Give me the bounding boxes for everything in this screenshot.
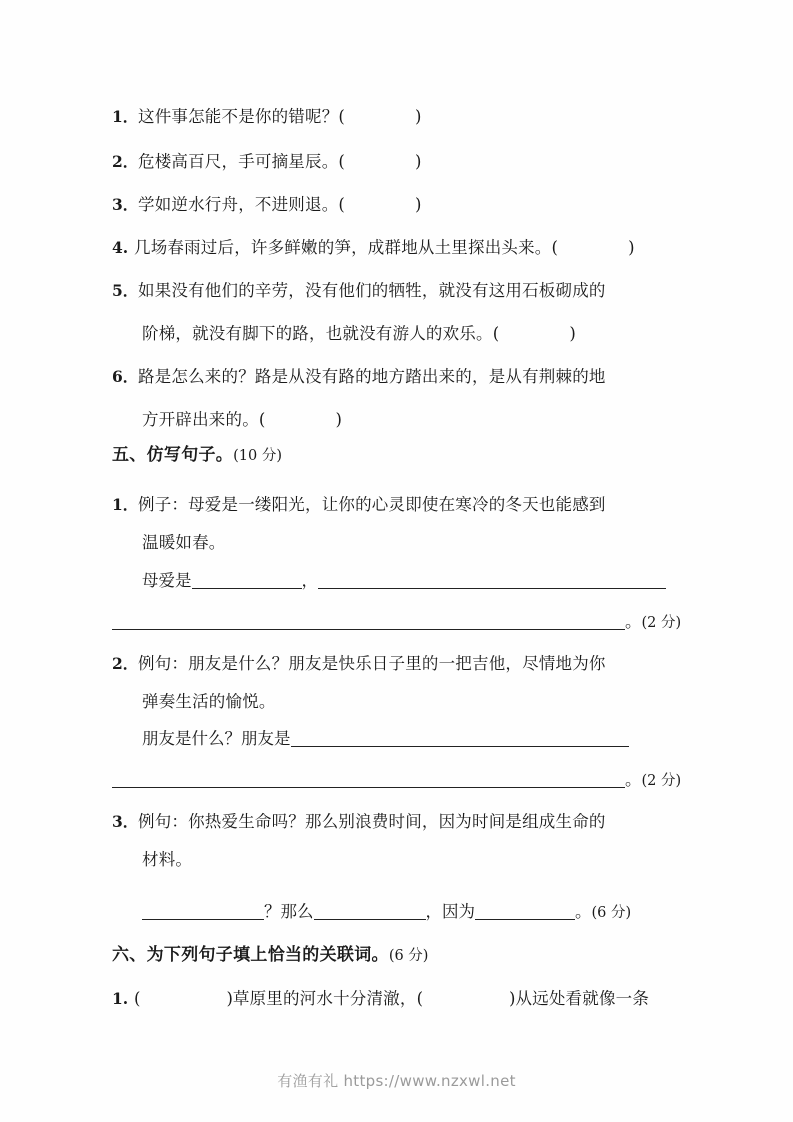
section-five-points: (10 分) bbox=[233, 448, 282, 464]
question-item-4 bbox=[112, 229, 698, 267]
item-text: 危楼高百尺，手可摘星辰。( bbox=[138, 152, 346, 171]
question-item-1 bbox=[112, 98, 698, 136]
answer-period: 。 bbox=[575, 902, 592, 921]
item-number: 1. bbox=[112, 989, 129, 1008]
question-item-2 bbox=[112, 143, 698, 181]
item-text: 例子：母爱是一缕阳光，让你的心灵即使在寒冷的冬天也能感到 bbox=[138, 495, 606, 514]
item-text: 例句：你热爱生命吗？那么别浪费时间，因为时间是组成生命的 bbox=[138, 812, 606, 831]
section-five-item-1-line2 bbox=[142, 524, 698, 562]
item-text-continued: 方开辟出来的。( bbox=[142, 410, 266, 429]
item-points: (2 分) bbox=[641, 773, 682, 789]
section-five-item-2-answer-line-1 bbox=[142, 724, 629, 754]
answer-blank[interactable] bbox=[318, 571, 666, 589]
item-points: (2 分) bbox=[641, 615, 682, 631]
section-five-item-1 bbox=[112, 486, 698, 524]
section-six-title: 六、为下列句子填上恰当的关联词。 bbox=[112, 945, 389, 965]
answer-blank[interactable] bbox=[291, 729, 629, 747]
item-number: 2． bbox=[112, 654, 139, 673]
item-text: 如果没有他们的辛劳，没有他们的牺牲，就没有这用石板砌成的 bbox=[138, 281, 606, 300]
item-text-continued: 弹奏生活的愉悦。 bbox=[142, 692, 276, 711]
answer-prefix-label: 母爱是 bbox=[142, 571, 192, 590]
section-six-item-1 bbox=[112, 980, 698, 1018]
item-text: 路是怎么来的？路是从没有路的地方踏出来的，是从有荆棘的地 bbox=[138, 367, 606, 386]
item-text: 几场春雨过后，许多鲜嫩的笋，成群地从土里探出头来。( bbox=[134, 238, 559, 257]
answer-blank[interactable] bbox=[314, 902, 426, 920]
answer-label-because: 因为 bbox=[442, 902, 475, 921]
answer-label-name: 那么 bbox=[280, 902, 314, 921]
open-paren: ( bbox=[416, 989, 424, 1008]
question-item-6 bbox=[112, 358, 698, 396]
item-number: 3． bbox=[112, 195, 139, 214]
footer-watermark: 有渔有礼 https://www.nzxwl.net bbox=[277, 1072, 516, 1090]
answer-blank[interactable] bbox=[112, 770, 625, 788]
section-five-item-3-answer-line bbox=[142, 897, 631, 928]
section-five-item-2-line2 bbox=[142, 683, 698, 721]
answer-blank[interactable] bbox=[475, 902, 575, 920]
item-text: 草原里的河水十分清澈， bbox=[232, 989, 417, 1008]
answer-blank[interactable] bbox=[192, 571, 302, 589]
item-number: 1． bbox=[112, 107, 139, 126]
section-six-points: (6 分) bbox=[388, 948, 429, 964]
item-number: 3． bbox=[112, 812, 139, 831]
answer-comma: ， bbox=[425, 902, 442, 921]
item-text-continued: 材料。 bbox=[142, 850, 193, 869]
answer-blank[interactable] bbox=[112, 612, 625, 630]
answer-period: 。 bbox=[625, 770, 642, 789]
section-five-item-1-answer-line-1 bbox=[142, 566, 666, 596]
item-text: 例句：朋友是什么？朋友是快乐日子里的一把吉他，尽情地为你 bbox=[138, 654, 606, 673]
item-text: 这件事怎能不是你的错呢？( bbox=[138, 107, 346, 126]
close-paren: ) bbox=[415, 107, 422, 126]
item-text-continued: 温暖如春。 bbox=[142, 533, 226, 552]
section-five-title: 五、仿写句子。 bbox=[112, 445, 234, 465]
open-paren: ( bbox=[134, 989, 141, 1008]
close-paren: ) bbox=[509, 989, 516, 1008]
item-points: (6 分) bbox=[591, 905, 632, 921]
answer-blank[interactable] bbox=[142, 902, 264, 920]
section-five-item-2-answer-line-2 bbox=[112, 765, 681, 796]
item-text-continued: 阶梯，就没有脚下的路，也就没有游人的欢乐。( bbox=[142, 324, 500, 343]
item-text: 学如逆水行舟，不进则退。( bbox=[138, 195, 346, 214]
close-paren: ) bbox=[335, 410, 342, 429]
answer-prefix-label: 朋友是什么？朋友是 bbox=[142, 729, 291, 748]
close-paren: ) bbox=[415, 152, 422, 171]
question-item-5 bbox=[112, 272, 698, 310]
item-number: 5． bbox=[112, 281, 139, 300]
close-paren: ) bbox=[628, 238, 635, 257]
question-item-6-line2 bbox=[142, 401, 698, 439]
question-item-3 bbox=[112, 186, 698, 224]
item-number: 4. bbox=[112, 238, 129, 257]
answer-period: 。 bbox=[625, 612, 642, 631]
close-paren: ) bbox=[226, 989, 233, 1008]
section-five-item-3-line2 bbox=[142, 841, 698, 879]
answer-comma: ， bbox=[301, 571, 318, 590]
section-five-item-2 bbox=[112, 645, 698, 683]
item-number: 6． bbox=[112, 367, 139, 386]
answer-question-mark: ？ bbox=[264, 902, 281, 921]
item-number: 2． bbox=[112, 152, 139, 171]
section-five-item-1-answer-line-2 bbox=[112, 607, 681, 638]
section-five-item-3 bbox=[112, 803, 698, 841]
close-paren: ) bbox=[415, 195, 422, 214]
item-number: 1． bbox=[112, 495, 139, 514]
item-text: 从远处看就像一条 bbox=[515, 989, 650, 1008]
close-paren: ) bbox=[569, 324, 576, 343]
section-five-heading bbox=[112, 440, 282, 465]
question-item-5-line2 bbox=[142, 315, 698, 353]
section-six-heading bbox=[112, 940, 428, 965]
